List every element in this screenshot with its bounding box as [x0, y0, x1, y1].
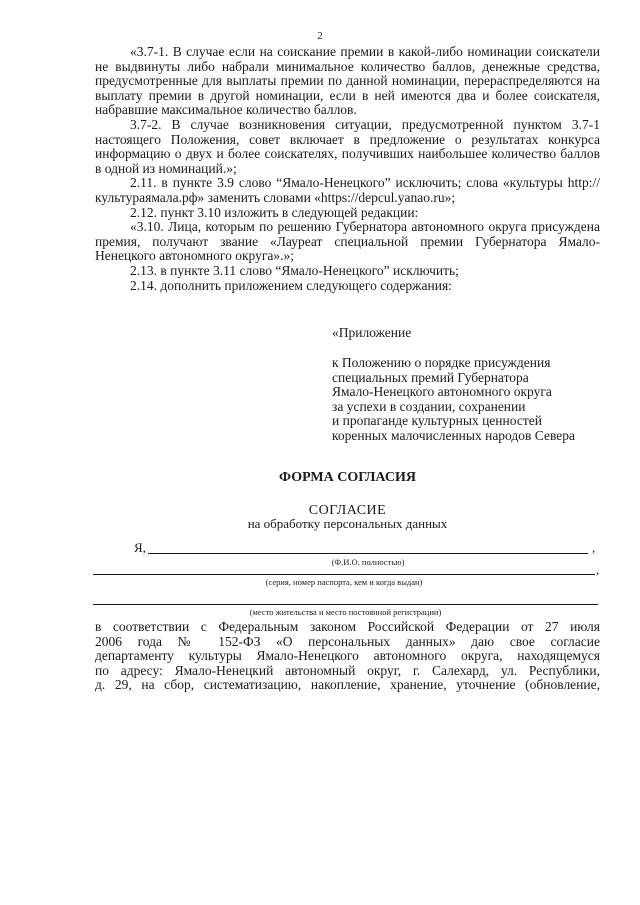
consent-line: д. 29, на сбор, систематизацию, накопление, хранение, уточнение (обновление, — [95, 677, 600, 693]
paragraph-2-12: 2.12. пункт 3.10 изложить в следующей редакции: — [130, 204, 419, 220]
fio-hint: (Ф.И.О. полностью) — [331, 557, 405, 567]
consent-line: 2006 года № 152-ФЗ «О персональных данных» даю свое согласие — [95, 633, 600, 649]
appendix-title: «Приложение — [332, 325, 412, 340]
consent-line: по адресу: Ямало-Ненецкий автономный округ, г. Салехард, ул. Республики, — [95, 662, 600, 678]
paragraph-3-10: «3.10. Лица, которым по решению Губернатора автономного округа присуждена премия, получают звание «Лауреат специальной премии Губернатора Ямало-Ненецкого автономного округа».»; — [95, 219, 600, 264]
appendix-line: и пропаганде культурных ценностей — [332, 413, 542, 429]
appendix-line: за успехи в создании, сохранении — [332, 398, 526, 414]
passport-comma: , — [596, 562, 600, 577]
consent-subheading: на обработку персональных данных — [247, 516, 448, 531]
appendix-line: коренных малочисленных народов Севера — [332, 427, 575, 443]
page-number: 2 — [317, 30, 323, 42]
paragraph-2-14: 2.14. дополнить приложением следующего содержания: — [130, 277, 452, 293]
consent-line: департаменту культуры Ямало-Ненецкого автономного округа, находящемуся — [95, 648, 600, 664]
passport-hint: (серия, номер паспорта, кем и когда выдан) — [265, 577, 423, 587]
amendments-text — [95, 45, 600, 293]
fio-field-line[interactable] — [148, 553, 588, 554]
passport-field-line[interactable] — [93, 574, 595, 575]
paragraph-3-7-1: «3.7-1. В случае если на соискание премии в какой-либо номинации соискатели не выдвинуты либо набрали минимальное количество баллов, денежные средства, предусмотренные для выплаты премии по данной номинации, перераспределяются на выплату премии в другой номинации, если в ней имеются два и более соискателя, набравшие максимальное количество баллов. — [95, 44, 600, 118]
appendix-line: специальных премий Губернатора — [332, 369, 529, 385]
fio-comma: , — [592, 540, 596, 555]
address-hint: (место жительства и место постоянной регистрации) — [249, 607, 442, 617]
paragraph-3-7-2: 3.7-2. В случае возникновения ситуации, предусмотренной пунктом 3.7-1 настоящего Положения, совет включает в предложение о результатах конкурса информацию о двух и более соискателях, получивших наибольшее количество баллов в одной из номинаций.»; — [95, 116, 600, 176]
form-title: ФОРМА СОГЛАСИЯ — [279, 470, 416, 485]
paragraph-2-11: 2.11. в пункте 3.9 слово “Ямало-Ненецкого” исключить; слова «культуры http://культураямала.рф» заменить словами «https://depcul.yanao.ru»; — [95, 175, 600, 205]
appendix-line: к Положению о порядке присуждения — [332, 355, 551, 370]
appendix-caption — [332, 356, 575, 444]
paragraph-2-13: 2.13. в пункте 3.11 слово “Ямало-Ненецкого” исключить; — [130, 262, 459, 278]
address-field-line[interactable] — [93, 604, 598, 605]
consent-line: в соответствии с Федеральным законом Российской Федерации от 27 июля — [95, 619, 600, 634]
consent-text — [95, 620, 600, 693]
consent-heading: СОГЛАСИЕ — [308, 503, 387, 518]
appendix-line: Ямало-Ненецкого автономного округа — [332, 384, 552, 400]
ya-label: Я, — [134, 540, 146, 555]
